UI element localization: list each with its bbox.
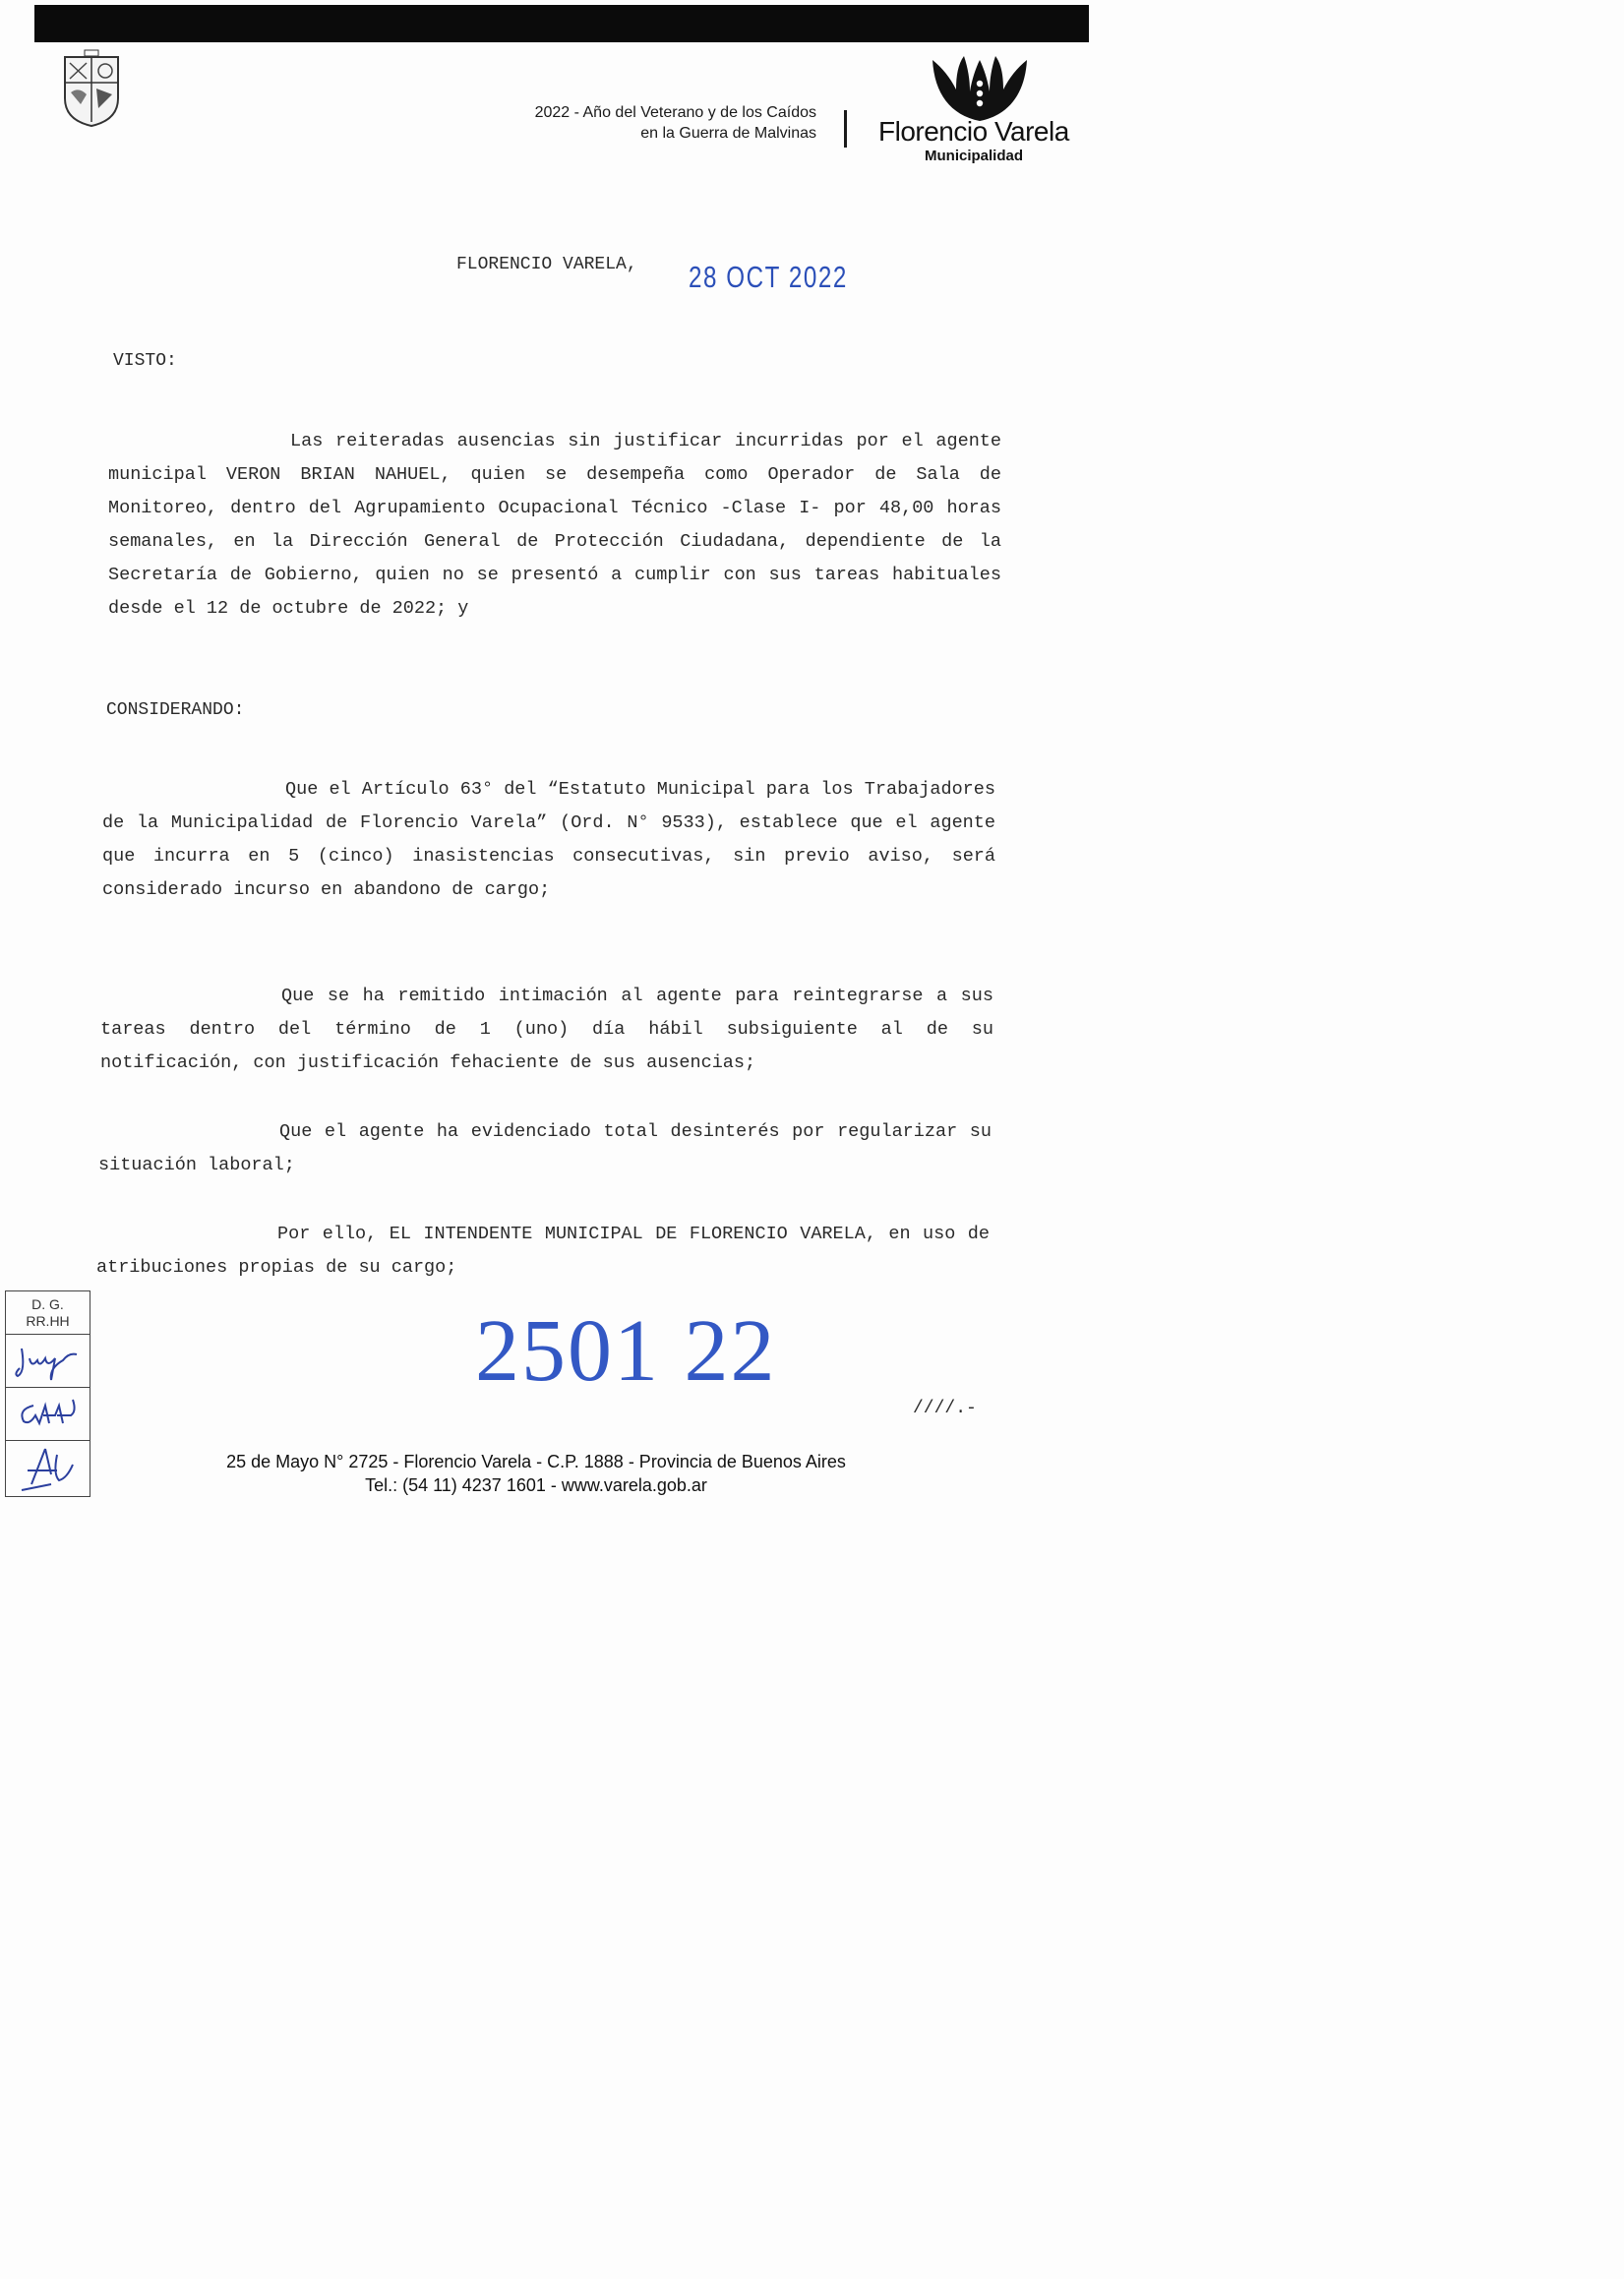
- decree-number-stamp: 2501 22: [475, 1302, 777, 1400]
- year-legend-line1: 2022 - Año del Veterano y de los Caídos: [534, 104, 816, 121]
- considerando-paragraph-1: Que el Artículo 63° del “Estatuto Municipal para los Trabajadores de la Municipalidad de Florencio Varela” (Ord. N° 9533), establece que el agente que incurra en 5 (cinco) inasistencias consecutivas, sin previo aviso, será considerado incurso en abandono de cargo;: [102, 779, 995, 900]
- considerando-paragraph-4: Por ello, EL INTENDENTE MUNICIPAL DE FLORENCIO VARELA, en uso de atribuciones propias de su cargo;: [96, 1224, 990, 1278]
- date-stamp: 28 OCT 2022: [689, 260, 848, 294]
- handwritten-initials-icon: [12, 1339, 83, 1382]
- handwritten-initials-icon: [12, 1392, 83, 1435]
- considerando-heading: CONSIDERANDO:: [106, 700, 245, 720]
- considerando-paragraph-2: Que se ha remitido intimación al agente para reintegrarse a sus tareas dentro del término de 1 (uno) día hábil subsiguiente al de su notificación, con justificación fehaciente de sus ausencias;: [100, 986, 993, 1073]
- florencio-varela-logo-icon: [929, 54, 1031, 123]
- year-legend-line2: en la Guerra de Malvinas: [640, 125, 816, 142]
- place-label: FLORENCIO VARELA,: [456, 255, 637, 274]
- considerando-paragraph-3: Que el agente ha evidenciado total desinterés por regularizar su situación laboral;: [98, 1121, 992, 1175]
- brand-subtitle: Municipalidad: [925, 148, 1024, 164]
- municipal-crest-icon: [61, 49, 122, 128]
- scan-top-bar: [34, 5, 1089, 42]
- header-divider: [844, 110, 847, 148]
- continuation-mark: ////.-: [913, 1399, 977, 1418]
- initials-cell: [6, 1388, 90, 1441]
- footer-contact: Tel.: (54 11) 4237 1601 - www.varela.gob.ar: [365, 1475, 707, 1495]
- initials-box-label-line2: RR.HH: [26, 1313, 70, 1329]
- visto-heading: VISTO:: [113, 351, 177, 371]
- initials-cell: [6, 1335, 90, 1388]
- initials-box-label-line1: D. G.: [31, 1296, 64, 1312]
- brand-name: Florencio Varela: [878, 116, 1069, 147]
- initials-box-label: [6, 1291, 90, 1335]
- visto-paragraph: Las reiteradas ausencias sin justificar incurridas por el agente municipal VERON BRIAN NAHUEL, quien se desempeña como Operador de Sala de Monitoreo, dentro del Agrupamiento Ocupacional Técnico -Clase I- por 48,00 horas semanales, en la Dirección General de Protección Ciudadana, dependiente de la Secretaría de Gobierno, quien no se presentó a cumplir con sus tareas habituales desde el 12 de octubre de 2022; y: [108, 431, 1001, 619]
- year-legend: [535, 102, 816, 144]
- footer-address: 25 de Mayo N° 2725 - Florencio Varela - C.P. 1888 - Provincia de Buenos Aires: [226, 1452, 846, 1471]
